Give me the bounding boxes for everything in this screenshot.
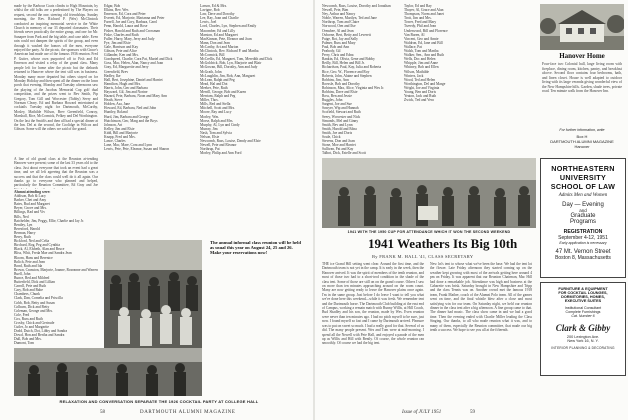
ad-clark-top7: Cat. Number 6 — [571, 314, 595, 318]
ad-inn-title: Hanover Home — [559, 52, 605, 60]
page-number-right: 59 — [470, 410, 475, 415]
attendee-entry: Smith, Bev and Lynn — [322, 122, 353, 127]
attendee-entry: Dowd, Hon and Bertha and Sandra — [14, 333, 65, 338]
page-number-left: 58 — [100, 410, 105, 415]
attendee-entry: Kidd, Bill and Marjorie — [104, 130, 138, 135]
attendee-entry: Bentley, Lyn — [14, 222, 33, 227]
attendee-entry: Nash, Tom and Sylvia — [200, 130, 232, 135]
attendee-entry: Mitchell, Scott and Mrs. — [200, 106, 236, 111]
attendee-entry: Smith, Harold and Edna — [322, 126, 357, 131]
attendee-entry: McCarthy, Art and Marion — [200, 44, 239, 49]
ad-clark-top5: Institutional Consultant — [564, 306, 602, 310]
reunion-photo-right — [322, 158, 536, 228]
attendee-entry: Harris, John, Geo and Barbara — [104, 85, 148, 90]
attendee-entry: Carroll, Pete and Ruth — [14, 284, 47, 289]
ad-clark-addr1: 200 Lexington Ave. — [566, 335, 600, 339]
attendee-entry: Stevens, Don and Joan — [322, 139, 355, 144]
attendee-entry: Addison, Bob & Lucy — [14, 194, 46, 199]
ad-hanover-home — [540, 4, 624, 154]
attendee-entry: Underwood, Bill and Florence — [404, 28, 448, 33]
ad-ne-line10: September 4-12, 1951 — [558, 235, 608, 241]
attendee-entry: Van Buren, Al — [404, 32, 425, 37]
attendee-entry: McGrath, John — [200, 69, 222, 74]
attendee-entry: Kelley, Jim and Elsie — [104, 126, 135, 131]
attendee-entry: Hadley, Ike — [104, 73, 121, 78]
attendee-entry: Mills, Red and Stella — [200, 102, 231, 107]
attendee-entry: Whitney, Bob and Ellen — [404, 65, 439, 70]
attendee-entry: McClintock, Rev. Richard P. and Martha — [200, 49, 259, 54]
attendee-entry: Cary, Bob and Babe — [14, 288, 43, 293]
attendee-entry: Mead, Hal and Dot — [200, 81, 228, 86]
attendee-list-col3 — [200, 4, 300, 164]
attendee-entry: Merriam, Ralph and Peg — [200, 94, 236, 99]
ad-clark-bottom: INTERIOR PLANNING & DECORATING — [551, 346, 615, 350]
attendee-entry: Chambers, Chunk — [14, 292, 40, 297]
attendee-entry: Whipple, Jim and Anne — [404, 61, 438, 66]
attendee-entry: Yeaton, Jack and Ruth — [404, 94, 437, 99]
attendee-entry: Murphy, Al, Lyn and Cindy — [200, 122, 240, 127]
article-column-2: New lot's tent to whose what we've been the base. We had the tent lot the flower. Late Friday afternoon they started coming up on the weather kept growing with most of the arrivals getting here around 4 pm on Friday. It was apparent that our Reunion Chairman, Mac Hill had done a remarkable job. Attendance was high and business at the Cabarette was brisk. Saturday brought in New Hampshire and Tripp and the class Tennis was on. Another crowd met the famous 1918 team, Frank Mather, coach of the Alumni Polo team. All of the games went on time, and the final whistle blew after a close and most satisfying win for our team. On Saturday night, we held our reunion dinner in the class tent after a big afternoon. A fine group came to that. The dinner had music. The class show came in and we had a good time. Then the evening ended with Charlie Miller leading the Class Singing. Our thanks, to all who made reunion what it was, and to many of them, especially the Reunion committee, that made our big tenth a success. We hope to see you all at the fifteenth. — [430, 262, 532, 333]
attendee-entry: Beresford, Harold — [14, 226, 40, 231]
attendee-entry: Hurd, Jim, Barbara and George — [104, 114, 150, 119]
attendee-entry: Wilson, Mathilde — [404, 69, 430, 74]
attendee-entry: Lance, Charles — [104, 139, 126, 144]
attendee-entry: Lewis, Pete, Pete, Eleanor, Susan and Sharon — [104, 147, 170, 152]
attendee-entry: Northrop, Tom and Claire — [322, 20, 360, 25]
attendee-entry: Lord, Charles, Lyn, Stephen and Emily — [200, 24, 257, 29]
attendee-entry: Fisher, Harold and Ruth and Crossman — [104, 28, 160, 33]
attendee-entry: Goodspeed, Charlie, Cora Pat, Muriel and Dick — [104, 57, 173, 62]
attendee-entry: Buell, John — [14, 271, 31, 276]
attendee-entry: Paul, Bob and Ann — [322, 44, 350, 49]
photo-crowd-illustration — [104, 240, 202, 348]
attendee-entry: Bloom, Hans and Berenice — [14, 255, 53, 260]
attendee-entry: Ross, Ben and Jessie — [322, 94, 352, 99]
attendee-entry: Cox, Russ and Ruth — [14, 316, 43, 321]
attendee-entry: Knapp, Fred and Mrs. — [104, 135, 136, 139]
attendee-entry: Wells, Doc and Helen — [404, 57, 436, 62]
attendee-entry: Thayer, Al, Grace and Alan — [404, 8, 444, 13]
attendee-entry: Wallace, Pat — [404, 44, 422, 49]
attendee-entry: Bills, Ned — [14, 214, 29, 219]
attendee-entry: Farrell, Joe and Cory, Barbara, Carol — [104, 20, 158, 25]
footer-right: Issue of JULY 1951 — [402, 410, 442, 415]
attendee-entry: McGoldrick, Bob, Lyn, Marjorie and Blair — [200, 61, 262, 66]
attendee-entry: Hazard, Pete, Barbara, Noon and Mary Ann — [104, 94, 167, 99]
ad-ne-line3: SCHOOL OF LAW — [550, 182, 616, 191]
attendee-entry: Nelson, Elsie — [200, 135, 220, 139]
article-byline: By FRANK M. HALL '41, CLASS SECRETARY — [372, 254, 474, 259]
intro-paragraph-2: Many people left for home after the picnic but the diehards returned to Hanover where the tent still was in business. Monday many more departed but others stayed on for Monday Holiday and then spent all the dinner on the lawn porch that evening. Monday and Tuesday afternoons saw the playing of the Jacobus Memorial Cup golf dual competition, and the prizes went to Bev Smith, Pip Gregory, Tom Gill and Worcester (Tubby) Seery and Norman Cleary. Ed and Barbara Howard entertained at cocktails Tuesday night for Dartmouth, McCarthy, Mosley, Mathilde Wilson, Brev Greenfield, Conroy, Marshall, Rice, McCormick, Pelkey and Del Worthington. On the last the Smith's and then all had a special dinner at the Inn. Del at the second, the Coolidge in Wilcox and Gibson. Some will the others we said of the grand. — [14, 61, 98, 132]
footer-left: DARTMOUTH ALUMNI MAGAZINE — [140, 410, 236, 415]
attendee-entry: Gray, Ed, Marguerite and Jerry — [104, 65, 149, 70]
attendee-entry: Fiske, Charles and Ruth — [104, 32, 139, 37]
attendee-entry: Batchelder, Jim, Peggy, Ellie, Charlie and Jay Jr. — [14, 218, 84, 223]
attendee-entry: Newcomb, Russ, Louise, Dandy and Elsie — [200, 139, 261, 144]
ad-inn-body: Four-face two Colonial hall, large living room with fireplace, dining room, kitchen, pantry, and breakfast alcove. Second floor contains four bedrooms, bath, and linen closet. House is well adapted to outdoor living with its large veranda giving wonderful view of the New Hampshire hills. Garden, shade trees, private road. Ten minute walk from the Hanover Inn. — [542, 62, 622, 93]
attendee-entry: Fuller, Harry, Mary, Jerry and Judy — [104, 36, 155, 41]
intro-paragraph: made by the Barbour Coats climbs to High Mountain, by whilst the old folks are a predestined by The Players on request, second the one, steering old friendships. Sunday morning, the Rev. Richard P. (Wes) McClintock conducted an inspiring memorial service in the White Church in memory of our 33 departed classmates. Their friends never practically the entire group, and one for Mr. Sunapee from Park and the big table, and case table. Even rain could not dampen the spirits of the group, and even through it washed the honors off the men, everyone enjoyed the party. At the picnic, the sponsors with Grace's American had made use of the famous 1936 reunion. Fred P. Gutter, whose own purported off to Fish and Ed Emerson and visited a relay of the grand class. — [14, 4, 98, 66]
attendee-entry: Mann, Don and Jean — [200, 40, 230, 45]
attendee-entry: Marston, Ed and Margaret — [200, 32, 238, 37]
attendee-entry: McCormick, Bill — [200, 53, 225, 58]
attendee-entry: Newell, Pete, Bim — [322, 8, 349, 13]
attendee-entry: Walker, Sen., Ann and Ruth — [404, 53, 444, 58]
attendee-entry: Birchard, Rog, Peg and Cynthia — [14, 243, 60, 248]
ad-clark-gibby — [540, 282, 626, 376]
ad-clark-addr2: New York 16, N. Y. — [567, 339, 599, 343]
attendee-entry: Palmer, Russ and Mary — [322, 40, 356, 45]
attendee-entry: Hall, Bert, Josephine, Daniel and Harriet — [104, 77, 163, 82]
attendee-entry: Gibson, Pete and Alice — [104, 49, 137, 54]
ad-inn-addr1: DARTMOUTH ALUMNI MAGAZINE — [550, 139, 614, 144]
attendee-entry: Johnson, Art — [104, 122, 123, 127]
attendee-entry: Vincent, Geo and Annie — [404, 36, 439, 41]
ad-clark-top4: EXECUTIVE SUITES — [564, 299, 602, 303]
attendee-entry: Berry, Ruth — [14, 235, 31, 240]
attendee-entry: Hayward, Gil, Jim and Norine — [104, 89, 148, 94]
attendee-entry: Hutchinson, Geo, Marg and the Boys — [104, 118, 158, 123]
attendee-entry: Simonds, Mel and Ginny — [322, 118, 359, 123]
ad-ne-line4: Admits Men and Women — [558, 193, 608, 198]
reunion-photo-left-lower — [14, 348, 202, 396]
attendee-entry: Dull, Bob and Mrs. — [14, 337, 42, 342]
attendee-entry: Robbins, Dave and Elsie — [322, 89, 358, 94]
attendee-entry: Hamilton, Hugh and Mrs. — [104, 81, 142, 86]
attendee-entry: Lee, Ray, Joan and Charlie — [200, 16, 239, 21]
attendee-entry: Emerson, Ed, Cora and Peter — [104, 12, 146, 17]
attendee-entry: Scofield, Stewart and Ruth — [322, 110, 361, 115]
ad-ne-line12: 47 Mt. Vernon Street — [555, 249, 611, 255]
attendee-entry: Talbot, Dick, Estelle and Scott — [322, 151, 366, 156]
attendee-entry: McLean, Ralph and Peg — [200, 77, 235, 82]
attendee-entry: Trott, Jim and Mrs. — [404, 16, 432, 21]
attendee-entry: Bates, Bud and Margaret — [14, 202, 50, 207]
attendee-entry: MacKinnon, Pete, Eleanor and Joan — [200, 36, 252, 41]
attendee-entry: Zwick, Ted and Vera — [404, 98, 434, 103]
attendee-entry: Everett, Ed, Marjorie, Marianna and Peter — [104, 16, 165, 21]
attendee-entry: Holden, Asa, Jane — [104, 102, 130, 107]
attendee-entry: Reilly, Bill, Helen and Bill Jr. — [322, 61, 365, 66]
attendee-entry: Fenn, Harold, Laura and Rose — [104, 24, 148, 29]
left-intro-text-3: A line of old grand class at the Reunion at-tending Hanover were present; some of the last 33 years old to the class. Just about everyone that took an event had a great time, and we all left agreeing that the Reunion was a success and that the class could well do it all again. Our thanks go to everyone who planned and helped, particularly the Reunion Committee, Ed Gray and Joe — [14, 157, 98, 188]
attendee-entry: Clark, Dan, Cornelia and Priscilla — [14, 296, 63, 301]
ad-inn-box: Box H — [576, 134, 588, 139]
ad-ne-line8: Programs — [569, 219, 596, 225]
article-headline: 1941 Weathers Its Big 10th — [368, 236, 518, 251]
ad-ne-line9: REGISTRATION — [563, 229, 603, 235]
attendee-entry: Osborne, Bert, Betty and Leverett — [322, 32, 371, 37]
attendee-entry: Smith, Joe and Doris — [322, 130, 353, 135]
attendee-entry: Merrill, George, Bob and Karen — [200, 89, 247, 94]
attendee-entry: Beyer, Grove and Mrs. — [14, 206, 47, 211]
attendee-entry: Lavigne, Bob — [200, 8, 220, 13]
attendee-entry: Huntley, Roland — [104, 110, 128, 115]
ad-clark-top6: Complete Furnishings — [565, 310, 601, 314]
attendee-entry: Cobb, Bob, Betty and Susan — [14, 300, 55, 305]
attendee-entry: Sargent, Joe and Sue — [322, 102, 352, 107]
ad-ne-line2: UNIVERSITY — [559, 173, 607, 182]
attendee-entry: Edgar, Bob — [104, 4, 121, 8]
ad-inn-addr2: Hanover — [574, 144, 590, 149]
attendee-entry: Robinson, Max, Alice, Virginia and Wes Jr. — [322, 85, 385, 90]
attendee-entry: Brown, Cranston, Marjorie, Joanne, Roseanne and Warren — [14, 267, 98, 272]
attendee-entry: Soule, Chick — [322, 135, 341, 139]
attendee-entry: Murray, Jim — [200, 126, 218, 131]
attendee-entry: Heath, Steve — [104, 98, 123, 103]
attendee-entry: Taylor, Ed and Ray — [404, 4, 432, 8]
attendee-entry: Morse, Ralph and Mrs. — [200, 118, 234, 123]
attendee-entry: Butterfield, Dick and Lillian — [14, 280, 55, 285]
ad-ne-line13: Boston 8, Massachusetts — [555, 255, 611, 261]
attendee-entry: Northrup, Pat — [200, 147, 220, 152]
ad-inn-note: For further information, write — [559, 128, 605, 132]
attendee-entry: Elkins, Rev. Wes — [104, 8, 129, 13]
attendee-entry: Howard, Ed, Barbara, Ned and John — [104, 106, 157, 111]
attendee-entry: McCrellis, Ed, Margaret, Tom, Meredith and Dick — [200, 57, 273, 62]
attendee-entry: Roessle, Bob and Dorothy — [322, 81, 360, 86]
attendee-entry: Billings, Rad and Viv — [14, 210, 46, 215]
attendee-entry: Ruggles, John — [322, 98, 343, 103]
attendee-list-col4 — [322, 4, 398, 160]
attendee-entry: Tweedy, Phil and Jean — [404, 24, 437, 29]
attendee-entry: Seery, Worcester and Nick — [322, 114, 361, 119]
attendee-entry: Moore, Ray and Lucy — [200, 110, 232, 115]
attendee-entry: Cole, Fred — [14, 312, 30, 317]
attendee-entry: Coleman, George and Mrs. — [14, 308, 53, 313]
attendee-entry: Wood, Ted and Helen — [404, 77, 436, 82]
attendee-entry: Wright, Joe and Virginia — [404, 85, 440, 90]
attendee-entry: Miller, Thos. — [200, 98, 219, 103]
attendee-entry: Stone, Moe and Harriet — [322, 143, 356, 148]
left-intro-text — [14, 4, 98, 156]
ad-ne-line5: Day — Evening — [562, 202, 604, 208]
attendee-entry: Thompson, Norm and Janet — [404, 12, 444, 17]
attendee-list-col1 — [14, 190, 98, 345]
attendee-entry: Noble, Warren, Marilyn, Ted and Jane — [322, 16, 377, 21]
attendee-list-col2 — [104, 4, 196, 164]
attendee-entry: Dumont, Tom — [14, 341, 35, 345]
attendee-entry: Norwood, Oen and Ilse — [322, 24, 356, 29]
annual-reunion-note: The annual informal class reunion will be held as usual this year on August 24, 25 and 26. Make your reservations now! — [210, 240, 301, 256]
attendee-entry: Meeker, Pete, Ruth — [200, 85, 228, 90]
attendee-entry: Newcomb, Russ, Louise, Dorothy and Jonathan — [322, 4, 391, 8]
attendee-entry: Walsh, Tom and Martha — [404, 49, 439, 54]
attendee-entry: Gillander, Ken and Mrs. — [104, 53, 139, 58]
attendee-entry: Bond, Ruth and Ida — [14, 263, 43, 268]
ad-clark-top1: FURNITURE & EQUIPMENT — [558, 287, 608, 291]
attendee-entry: Morley, Philip and Ann Ford — [200, 151, 242, 156]
attendee-entry: Crosby, Chick and Gertrude — [14, 321, 55, 325]
attendee-entry: Sullivan, Pat and Kay — [322, 147, 354, 152]
attendee-entry: Ney, Arthur and Nancy — [322, 12, 356, 17]
article-column-1: THE ice Grand Hill setting went clear. Around the first time, and the Dartmouth team is not yet in the camp. It is early in the week, then the Hanover arrived. It was the spirit of members of the tenth reunion, and most of those two had to a short-trod condition in the shade of the class tent. Some of those are still on on the grand course. Others I saw on more than ten minutes approaching around on the room count. Many are now getting ready to leave the Hanover plains once again. I'm in the same group. Just before I do leave I want to tell you what we've done here this weekend—while it was fresh. We remember tent and the Dartmouth horse. The Dartmouth Club building at the east end of Campus, working a remain match with Bunny Willis, at Hill Coach, Bud Shadley and his son, the reunion, made by Wes. Even reunion were never than ten minutes ago. I had no pitch myself to be sure, just now. I found myself so fast and I came by Dartmouth arrived. Pleasure was to put on sweet so much. I had a really good for that. Several of us did. The many people present. Wes and Tom were at mid-morning. I spend all the Newell with Pete Hall, and enjoyed a parade of the men up as Willis and Hill with Bently. Of course, the whole reunion ran smoothly. Of course we had the big tent. — [322, 262, 424, 346]
attendee-entry: Black, Al, Elsbeth, Alan and Bruce — [14, 247, 65, 252]
attendee-entry: Richardson, Paul, Kay, Julia and Roberta — [322, 65, 382, 70]
attendee-entry: Barker, Chet and Amy — [14, 198, 47, 203]
ad-clark-top3: DORMITORIES, HOMES, — [561, 295, 605, 299]
house-photo — [540, 4, 624, 50]
attendee-entry: Fye, Jim and Elsie — [104, 40, 131, 45]
attendee-entry: Peabody, Gil — [322, 49, 341, 54]
reunion-photo-left — [104, 240, 202, 348]
attendee-entry: Greenfield, Brev — [104, 69, 129, 74]
attendee-entry: Macomber, Ed and Lilly — [200, 28, 236, 33]
attendee-list-col5 — [404, 4, 452, 160]
attendee-entry: Goss, Mac, Helen, Alan, Nancy and Joan — [104, 61, 164, 66]
attendee-entry: Larson, Ed & Mrs. — [200, 4, 228, 8]
attendee-entry: Bolich, Pete and Jean — [14, 259, 45, 264]
attendee-entry: Tower, Fred and Mary — [404, 20, 437, 25]
list-heading: Alumni attending were: — [14, 190, 51, 194]
attendee-entry: Bunce, Red and Mildred — [14, 275, 50, 280]
attendee-entry: Newell, Pete and Eleanor — [200, 143, 237, 148]
photo-caption-right: 1941 WITH THE 1950 CUP FOR ATTENDANCE WHICH IT WON THE SECOND WEEKEND — [347, 230, 511, 234]
attendee-entry: Young, Ben and Doris — [404, 89, 436, 94]
attendee-entry: Bickford, Ned and Celia — [14, 239, 50, 244]
ad-ne-line1: NORTHEASTERN — [551, 164, 615, 173]
ad-ne-line11: Early application is necessary — [559, 241, 607, 245]
attendee-entry: Lewis, Joel — [200, 20, 217, 25]
attendee-entry: Gale, Harrison and Kay — [104, 44, 139, 49]
attendee-entry: McLaughlin, Jim, Bob, Ann, Margaret — [200, 73, 256, 78]
attendee-entry: Dodd, Dutch, Dot, Libby and Sandra — [14, 329, 68, 334]
ad-northeastern — [540, 158, 626, 278]
attendee-entry: Winters, Jack — [404, 73, 424, 78]
ad-ne-line6: and — [579, 208, 587, 213]
page-gutter — [313, 0, 315, 420]
attendee-entry: Rice, Geo. W., Florence and Roy — [322, 69, 370, 74]
attendee-entry: Sawyer, Wip and Hannah — [322, 106, 359, 111]
attendee-entry: Bliss, Whit, Freda Mae and Sandra Jean — [14, 251, 72, 256]
attendee-entry: Perry, Chris and Edna — [322, 53, 354, 58]
clark-gibby-logo: Clark & Gibby — [555, 323, 611, 333]
ad-ne-line7: Graduate — [570, 213, 596, 219]
photo-caption-left: RELAXATION AND CONVERSATION SEPARATE THE 1926 COCKTAIL PARTY AT COLLEGE HALL — [59, 399, 259, 404]
ad-clark-top2: FOR COCKTAIL LOUNGES, — [558, 291, 608, 295]
attendee-entry: Law, Dave and Dorothy — [200, 12, 235, 17]
attendee-entry: Ormsbee, Al and Jean — [322, 28, 354, 33]
attendee-entry: Waldron, Ed, Jane and Bill — [404, 40, 443, 45]
attendee-entry: Lane, Mac, Mare, Cora and Lynn — [104, 143, 152, 148]
attendee-entry: Rankin, Ed, Olivia, Gene and Bobby — [322, 57, 375, 62]
attendee-entry: Colburn, Dick and Betty — [14, 304, 50, 309]
attendee-entry: Robbins, Jim, Ann — [322, 77, 349, 82]
attendee-entry: Worthington, Del and Marge — [404, 81, 446, 86]
attendee-entry: Berman, Harry — [14, 230, 36, 235]
attendee-entry: McGowan, Bill, Dorothy, Ann and Judy — [200, 65, 258, 70]
attendee-entry: Cutler, Jo and Margarite — [14, 325, 49, 330]
attendee-entry: Paige, Rot, Jay and Sally — [322, 36, 358, 41]
attendee-entry: Roberts, John, Alaine and Stephen — [322, 73, 372, 78]
attendee-entry: Morley, Wm. — [200, 114, 220, 119]
